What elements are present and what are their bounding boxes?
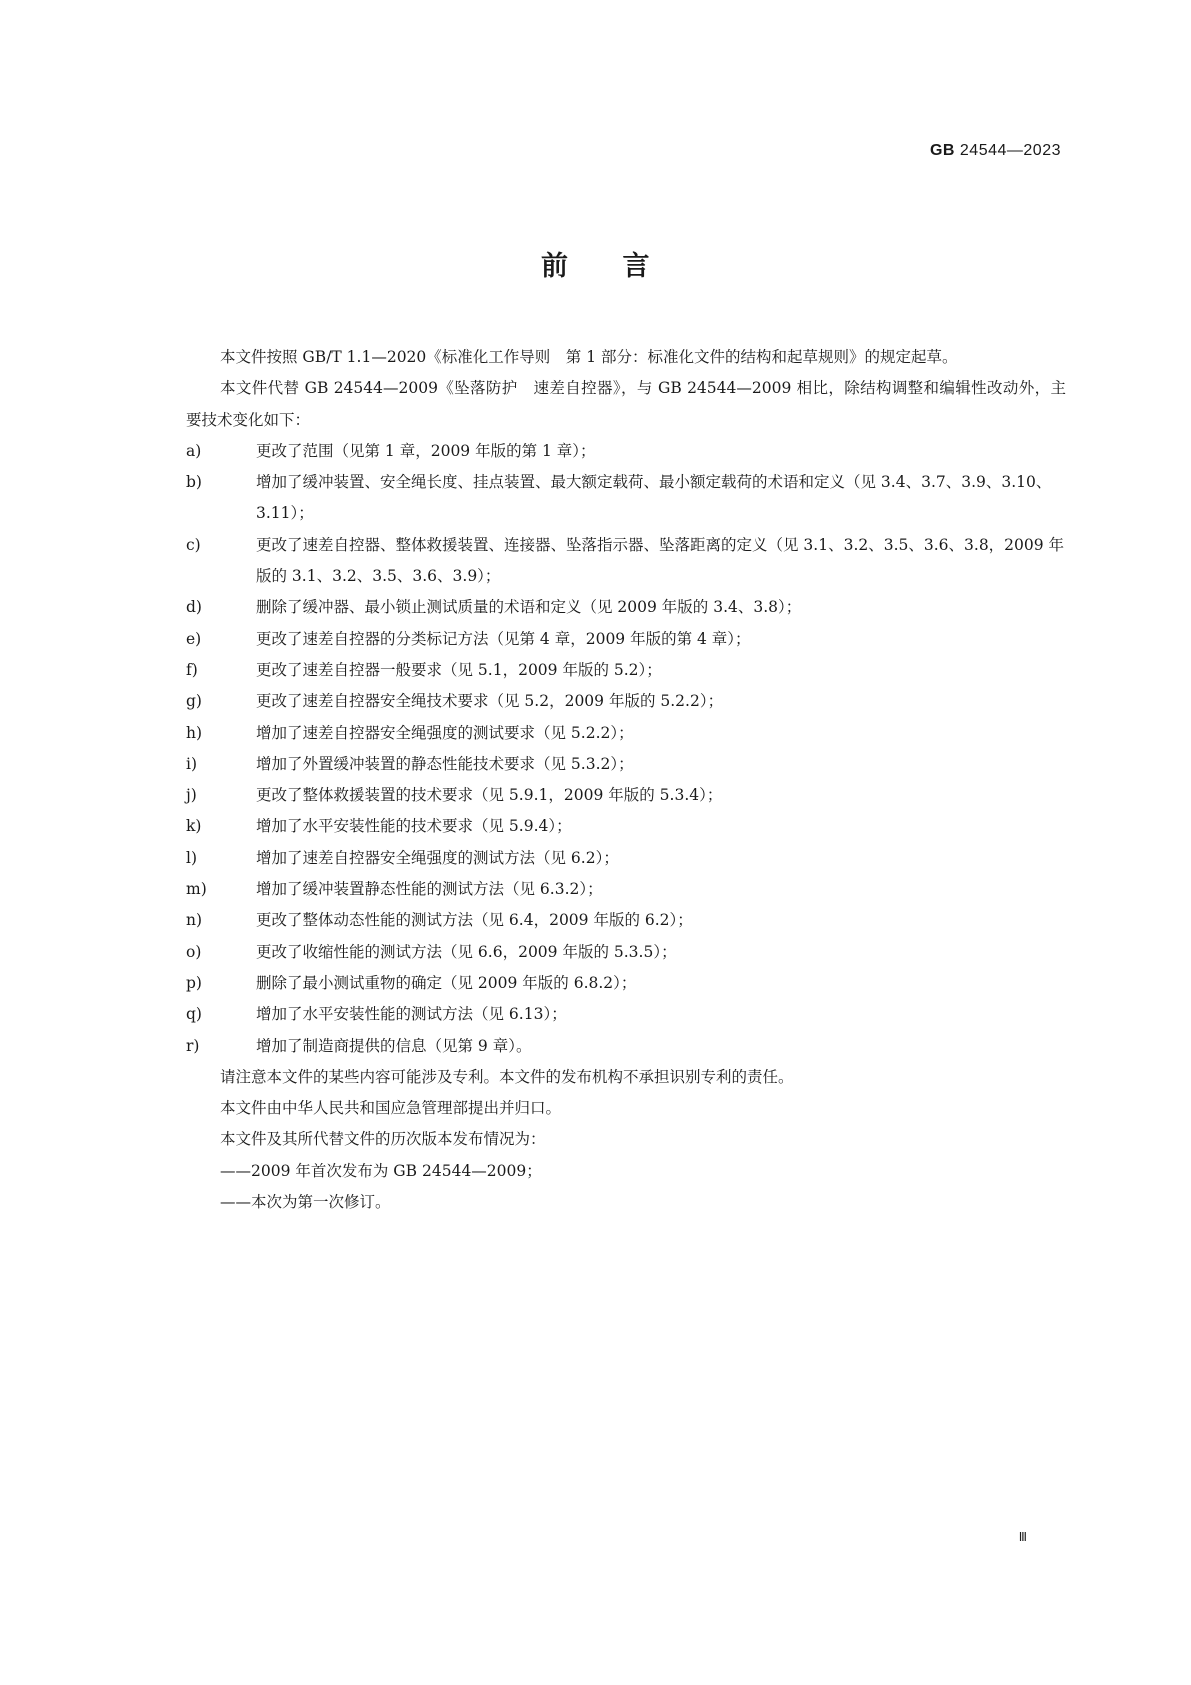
list-item-label: r) (186, 1036, 200, 1055)
list-item-text: 更改了速差自控器的分类标记方法（见第 4 章，2009 年版的第 4 章）； (256, 629, 751, 648)
history-intro: 本文件及其所代替文件的历次版本发布情况为： (220, 1130, 546, 1149)
title-char-2: 言 (622, 251, 650, 282)
list-item (186, 467, 1066, 530)
list-item-label: p) (186, 973, 202, 992)
list-item (186, 999, 1066, 1030)
list-item-text: 更改了速差自控器、整体救援装置、连接器、坠落指示器、坠落距离的定义（见 3.1、3.2、3.5、3.6、3.8，2009 年版的 3.1、3.2、3.5、3.6、3.9）； (256, 535, 1065, 586)
list-item-text: 更改了速差自控器一般要求（见 5.1，2009 年版的 5.2）； (256, 660, 662, 679)
list-item-label: f) (186, 660, 198, 679)
list-item-label: o) (186, 942, 202, 961)
list-item-text: 删除了缓冲器、最小锁止测试质量的术语和定义（见 2009 年版的 3.4、3.8）； (256, 598, 802, 617)
list-item-label: q) (186, 1005, 202, 1024)
list-item-text: 更改了整体动态性能的测试方法（见 6.4，2009 年版的 6.2）； (256, 911, 693, 930)
list-item-label: b) (186, 473, 202, 492)
list-item-label: d) (186, 598, 202, 617)
change-list (186, 436, 1066, 1062)
list-item-text: 更改了整体救援装置的技术要求（见 5.9.1，2009 年版的 5.3.4）； (256, 786, 723, 805)
list-item (186, 624, 1066, 655)
list-item-label: e) (186, 629, 202, 648)
list-item-label: g) (186, 692, 202, 711)
list-item-text: 更改了速差自控器安全绳技术要求（见 5.2，2009 年版的 5.2.2）； (256, 692, 724, 711)
list-item-text: 删除了最小测试重物的确定（见 2009 年版的 6.8.2）； (256, 973, 637, 992)
list-item (186, 905, 1066, 936)
list-item-text: 增加了缓冲装置、安全绳长度、挂点装置、最大额定载荷、最小额定载荷的术语和定义（见 3.4、3.7、3.9、3.10、3.11）； (256, 473, 1052, 523)
list-item-text: 更改了收缩性能的测试方法（见 6.6，2009 年版的 5.3.5）； (256, 942, 677, 961)
list-item-text: 增加了水平安装性能的技术要求（见 5.9.4）； (256, 817, 572, 836)
list-item (186, 718, 1066, 749)
list-item-label: l) (186, 848, 198, 867)
list-item-text: 增加了水平安装性能的测试方法（见 6.13）； (256, 1005, 567, 1024)
list-item-label: i) (186, 754, 198, 773)
list-item (186, 530, 1066, 593)
patent-notice: 请注意本文件的某些内容可能涉及专利。本文件的发布机构不承担识别专利的责任。 (220, 1067, 794, 1086)
standard-code: 24544—2023 (959, 142, 1061, 159)
history-item: ——本次为第一次修订。 (220, 1193, 391, 1212)
list-item-label: h) (186, 723, 203, 742)
list-item (186, 655, 1066, 686)
list-item (186, 436, 1066, 467)
list-item-label: j) (186, 786, 197, 805)
list-item-label: n) (186, 911, 203, 930)
list-item-label: m) (186, 880, 207, 899)
list-item (186, 686, 1066, 717)
list-item (186, 749, 1066, 780)
standard-prefix: GB (929, 142, 955, 159)
list-item-text: 增加了外置缓冲装置的静态性能技术要求（见 5.3.2）； (256, 754, 634, 773)
list-item-label: a) (186, 441, 202, 460)
page-title (0, 244, 1191, 283)
list-item (186, 1031, 1066, 1062)
title-char-1: 前 (541, 251, 569, 282)
standard-number (930, 142, 1061, 160)
list-item (186, 843, 1066, 874)
list-item-text: 增加了速差自控器安全绳强度的测试要求（见 5.2.2）； (256, 723, 634, 742)
list-item (186, 968, 1066, 999)
list-item (186, 811, 1066, 842)
history-item: ——2009 年首次发布为 GB 24544—2009； (220, 1161, 542, 1180)
list-item (186, 592, 1066, 623)
list-item-text: 更改了范围（见第 1 章，2009 年版的第 1 章）； (256, 441, 596, 460)
list-item-label: c) (186, 535, 201, 554)
list-item (186, 937, 1066, 968)
list-item-text: 增加了速差自控器安全绳强度的测试方法（见 6.2）； (256, 848, 619, 867)
proposer-notice: 本文件由中华人民共和国应急管理部提出并归口。 (220, 1099, 562, 1118)
list-item-label: k) (186, 817, 202, 836)
replacement-paragraph: 本文件代替 GB 24544—2009《坠落防护 速差自控器》，与 GB 24544—2009 相比，除结构调整和编辑性改动外，主要技术变化如下： (186, 379, 1066, 429)
drafting-rule-paragraph: 本文件按照 GB/T 1.1—2020《标准化工作导则 第 1 部分：标准化文件的结构和起草规则》的规定起草。 (220, 348, 958, 366)
list-item-text: 增加了缓冲装置静态性能的测试方法（见 6.3.2）； (256, 880, 603, 899)
list-item (186, 780, 1066, 811)
foreword-body (186, 342, 1066, 1218)
page-number: Ⅲ (1018, 1530, 1027, 1544)
list-item (186, 874, 1066, 905)
list-item-text: 增加了制造商提供的信息（见第 9 章）。 (256, 1036, 532, 1055)
